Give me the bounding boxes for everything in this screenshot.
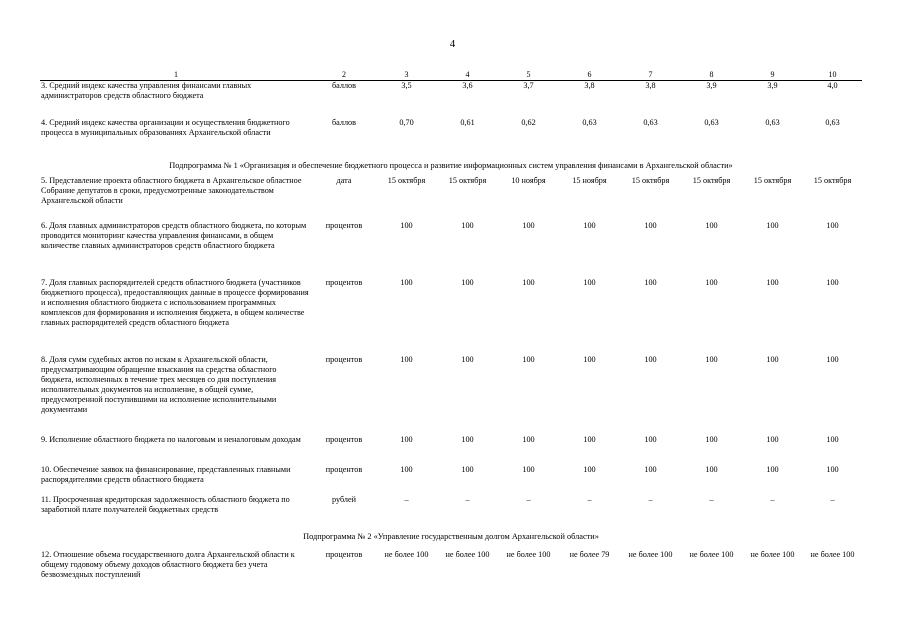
- value-cell: 100: [400, 434, 413, 444]
- unit-cell: процентов: [325, 464, 363, 474]
- table-row: [40, 221, 862, 278]
- value-cell: 100: [705, 277, 718, 287]
- value-cell: 0,63: [582, 117, 597, 127]
- value-cell: 100: [461, 434, 474, 444]
- value-cell: 100: [644, 354, 657, 364]
- value-cell: –: [770, 494, 775, 504]
- value-cell: 100: [826, 464, 839, 474]
- table-row: [40, 176, 862, 221]
- value-cell: 0,63: [704, 117, 719, 127]
- column-header: 9: [742, 71, 803, 81]
- column-header: 10: [803, 71, 862, 81]
- unit-cell: процентов: [325, 277, 363, 287]
- value-cell: 100: [644, 464, 657, 474]
- column-header: 3: [376, 71, 437, 81]
- value-cell: 100: [522, 434, 535, 444]
- value-cell: 100: [583, 220, 596, 230]
- column-header: 2: [312, 71, 376, 81]
- value-cell: 3,7: [523, 81, 534, 91]
- value-cell: 15 октября: [753, 175, 792, 185]
- value-cell: 15 октября: [631, 175, 670, 185]
- subprogram-1-heading: [40, 155, 862, 176]
- table-row: [40, 435, 862, 465]
- indicator-name: 5. Представление проекта областного бюджета в Архангельское областное Собрание депутатов в сроки, предусмотренные законодательством Архангельской области: [41, 175, 302, 205]
- table-row: [40, 550, 862, 590]
- value-cell: 100: [766, 220, 779, 230]
- value-cell: 100: [766, 277, 779, 287]
- indicator-name: 11. Просроченная кредиторская задолженность областного бюджета по заработной плате получателей бюджетных средств: [41, 494, 290, 514]
- value-cell: не более 100: [628, 549, 673, 559]
- value-cell: не более 100: [384, 549, 429, 559]
- unit-cell: баллов: [331, 117, 356, 127]
- value-cell: 100: [644, 220, 657, 230]
- value-cell: 3,6: [462, 81, 473, 91]
- value-cell: 100: [705, 354, 718, 364]
- unit-cell: процентов: [325, 549, 363, 559]
- indicator-name: 6. Доля главных администраторов средств областного бюджета, по которым проводится мониторинг качества управления финансами, в общем количестве главных администраторов средств областного бюджета: [41, 220, 307, 250]
- value-cell: –: [587, 494, 592, 504]
- column-header: 6: [559, 71, 620, 81]
- value-cell: 100: [766, 464, 779, 474]
- column-header: 7: [620, 71, 681, 81]
- indicator-name: 12. Отношение объема государственного долга Архангельской области к общему годовому объему доходов областного бюджета без учета безвозмездных поступлений: [41, 549, 295, 579]
- table-row: [40, 465, 862, 495]
- value-cell: 100: [461, 220, 474, 230]
- indicator-name: 3. Средний индекс качества управления финансами главных администраторов средств областного бюджета: [41, 81, 252, 101]
- table-row: [40, 81, 862, 118]
- value-cell: 100: [400, 464, 413, 474]
- value-cell: 100: [826, 434, 839, 444]
- column-header: 8: [681, 71, 742, 81]
- value-cell: 15 октября: [387, 175, 426, 185]
- unit-cell: рублей: [331, 494, 357, 504]
- indicator-name: 4. Средний индекс качества организации и осуществления бюджетного процесса в муниципальных образованиях Архангельской области: [41, 117, 290, 137]
- unit-cell: дата: [336, 175, 352, 185]
- value-cell: не более 100: [750, 549, 795, 559]
- value-cell: –: [465, 494, 470, 504]
- value-cell: 100: [522, 220, 535, 230]
- value-cell: не более 100: [689, 549, 734, 559]
- value-cell: 100: [766, 354, 779, 364]
- column-header: 1: [40, 71, 312, 81]
- value-cell: 15 октября: [448, 175, 487, 185]
- value-cell: 0,63: [643, 117, 658, 127]
- value-cell: 100: [644, 277, 657, 287]
- unit-cell: процентов: [325, 434, 363, 444]
- value-cell: 15 октября: [813, 175, 852, 185]
- table-row: [40, 495, 862, 526]
- indicator-name: 8. Доля сумм судебных актов по искам к Архангельской области, предусматривающим обращение взыскания на средства областного бюджета, исполненных в течение трех месяцев со дня поступления исполнительных документов на исполнение, в общей сумме, предусмотренной поступившими на исполнение исполнительными документами: [41, 354, 277, 414]
- value-cell: –: [830, 494, 835, 504]
- value-cell: 15 октября: [692, 175, 731, 185]
- page-number: 4: [449, 38, 456, 50]
- value-cell: 100: [826, 220, 839, 230]
- value-cell: 100: [705, 434, 718, 444]
- value-cell: 0,62: [521, 117, 536, 127]
- table-row: [40, 355, 862, 435]
- value-cell: 0,63: [825, 117, 840, 127]
- value-cell: 3,5: [401, 81, 412, 91]
- value-cell: 100: [400, 277, 413, 287]
- value-cell: не более 100: [506, 549, 551, 559]
- column-header: 5: [498, 71, 559, 81]
- value-cell: 100: [522, 277, 535, 287]
- value-cell: 100: [400, 354, 413, 364]
- value-cell: 3,9: [706, 81, 717, 91]
- value-cell: не более 100: [810, 549, 855, 559]
- value-cell: 100: [766, 434, 779, 444]
- value-cell: 0,70: [399, 117, 414, 127]
- value-cell: 100: [400, 220, 413, 230]
- subprogram-2-heading: [40, 526, 862, 550]
- indicators-table: [40, 71, 862, 590]
- value-cell: 3,8: [645, 81, 656, 91]
- indicator-name: 9. Исполнение областного бюджета по налоговым и неналоговым доходам: [41, 434, 301, 444]
- value-cell: 0,61: [460, 117, 475, 127]
- value-cell: 100: [644, 434, 657, 444]
- value-cell: 100: [826, 277, 839, 287]
- unit-cell: процентов: [325, 354, 363, 364]
- value-cell: 100: [583, 277, 596, 287]
- value-cell: не более 100: [445, 549, 490, 559]
- value-cell: 100: [705, 220, 718, 230]
- table-row: [40, 278, 862, 355]
- value-cell: 3,8: [584, 81, 595, 91]
- value-cell: не более 79: [569, 549, 610, 559]
- value-cell: 0,63: [765, 117, 780, 127]
- value-cell: 3,9: [767, 81, 778, 91]
- value-cell: 100: [522, 354, 535, 364]
- value-cell: 100: [461, 464, 474, 474]
- value-cell: 15 ноября: [572, 175, 607, 185]
- value-cell: 4,0: [827, 81, 838, 91]
- column-header: 4: [437, 71, 498, 81]
- value-cell: –: [709, 494, 714, 504]
- value-cell: –: [526, 494, 531, 504]
- table-row: [40, 118, 862, 155]
- value-cell: 100: [583, 434, 596, 444]
- unit-cell: баллов: [331, 81, 356, 91]
- value-cell: 10 ноября: [511, 175, 546, 185]
- value-cell: 100: [705, 464, 718, 474]
- unit-cell: процентов: [325, 220, 363, 230]
- value-cell: –: [648, 494, 653, 504]
- column-number-header: [40, 71, 862, 81]
- value-cell: 100: [461, 354, 474, 364]
- value-cell: 100: [583, 464, 596, 474]
- indicator-name: 7. Доля главных распорядителей средств областного бюджета (участников бюджетного процесса), предоставляющих данные в процессе формирования и исполнения областного бюджета с использованием программных комплексов для формирования и исполнения бюджета, в общем количестве главных распорядителей средств областного бюджета: [41, 277, 309, 327]
- subprogram-2-title: Подпрограмма № 2 «Управление государственным долгом Архангельской области»: [303, 531, 599, 541]
- value-cell: 100: [461, 277, 474, 287]
- value-cell: –: [404, 494, 409, 504]
- indicator-name: 10. Обеспечение заявок на финансирование, представленных главными распорядителями средств областного бюджета: [41, 464, 291, 484]
- value-cell: 100: [583, 354, 596, 364]
- value-cell: 100: [826, 354, 839, 364]
- value-cell: 100: [522, 464, 535, 474]
- subprogram-1-title: Подпрограмма № 1 «Организация и обеспечение бюджетного процесса и развитие информационных систем управления финансами в Архангельской области»: [169, 160, 733, 170]
